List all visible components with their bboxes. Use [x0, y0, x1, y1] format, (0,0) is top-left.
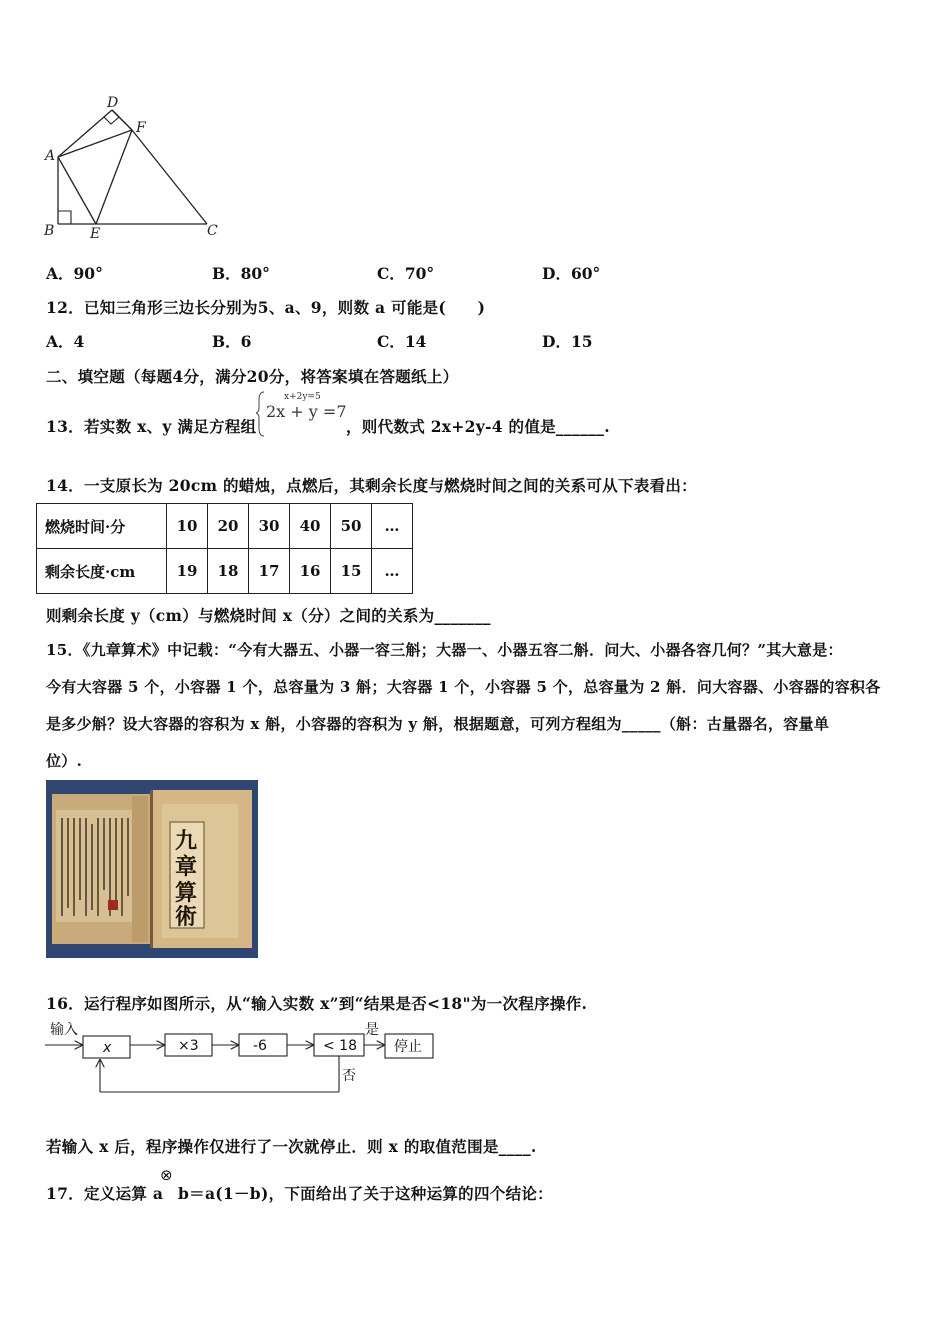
flow-yes-label: 是 — [365, 1022, 379, 1038]
table-cell: 40 — [290, 504, 331, 549]
q11-option-c[interactable]: C．70° — [377, 264, 435, 283]
flow-box-compare-label: < 18 — [323, 1038, 357, 1054]
table-cell: 16 — [290, 549, 331, 594]
q13-suffix: ，则代数式 2x+2y-4 的值是______. — [346, 417, 610, 436]
q13-eq2: 2x + y =7 — [266, 402, 347, 421]
book-title-char-4: 術 — [175, 904, 198, 930]
table-cell: 50 — [331, 504, 372, 549]
flow-box-stop-label: 停止 — [394, 1039, 422, 1055]
q12-option-d[interactable]: D．15 — [542, 332, 593, 351]
table-cell: … — [372, 549, 413, 594]
q14-question: 则剩余长度 y（cm）与燃烧时间 x（分）之间的关系为_______ — [46, 606, 491, 625]
q11-option-d[interactable]: D．60° — [542, 264, 601, 283]
q12-option-c[interactable]: C．14 — [377, 332, 427, 351]
q16-stem: 16．运行程序如图所示，从“输入实数 x”到“结果是否<18"为一次程序操作. — [46, 994, 588, 1013]
candle-table — [36, 503, 413, 594]
q14-stem: 14．一支原长为 20cm 的蜡烛，点燃后，其剩余长度与燃烧时间之间的关系可从下表看出： — [46, 476, 697, 495]
book-title-char-1: 九 — [175, 828, 198, 854]
table-row — [37, 549, 413, 594]
jiuzhang-suanshu-book-image — [46, 780, 258, 958]
flow-input-label: 输入 — [50, 1022, 78, 1038]
q11-option-b[interactable]: B．80° — [212, 264, 270, 283]
q15-line-3: 是多少斛？设大容器的容积为 x 斛，小容器的容积为 y 斛，根据题意，可列方程组为_____（斛：古量器名，容量单 — [46, 715, 830, 733]
label-C: C — [207, 223, 218, 239]
q17-prefix: 17．定义运算 a — [46, 1184, 164, 1203]
otimes-operator-icon: ⊗ — [160, 1166, 173, 1184]
q15-line-2: 今有大容器 5 个，小容器 1 个，总容量为 3 斛；大容器 1 个，小容器 5 个，总容量为 2 斛．问大容器、小容器的容积各 — [46, 678, 881, 696]
table-header-length: 剩余长度·cm — [37, 549, 167, 594]
q15-line-4: 位）. — [46, 752, 83, 770]
section-title-fill-in: 二、填空题（每题4分，满分20分，将答案填在答题纸上） — [46, 367, 459, 386]
label-F: F — [136, 120, 146, 136]
label-D: D — [107, 95, 119, 111]
table-cell: 10 — [167, 504, 208, 549]
table-cell: 20 — [208, 504, 249, 549]
q13-prefix: 13．若实数 x、y 满足方程组 — [46, 417, 257, 436]
q13-eq1: x+2y=5 — [284, 392, 321, 402]
book-title-char-2: 章 — [175, 854, 198, 880]
table-row — [37, 504, 413, 549]
book-title-char-3: 算 — [175, 880, 198, 906]
q12-stem: 12．已知三角形三边长分别为5、a、9，则数 a 可能是( ) — [46, 298, 486, 317]
flow-box-x-label: x — [103, 1040, 112, 1056]
table-cell: 19 — [167, 549, 208, 594]
q12-option-b[interactable]: B．6 — [212, 332, 252, 351]
table-cell: 18 — [208, 549, 249, 594]
label-E: E — [90, 226, 101, 242]
table-cell: 30 — [249, 504, 290, 549]
table-cell: … — [372, 504, 413, 549]
triangle-figure — [40, 92, 230, 242]
program-flowchart — [40, 1018, 450, 1100]
q12-option-a[interactable]: A．4 — [46, 332, 85, 351]
q15-line-1: 15．《九章算术》中记载：“今有大器五、小器一容三斛；大器一、小器五容二斛．问大、小器各容几何？”其大意是： — [46, 641, 843, 659]
flow-no-label: 否 — [342, 1068, 356, 1084]
label-A: A — [45, 148, 56, 164]
flow-box-subtract-label: -6 — [253, 1038, 267, 1054]
label-B: B — [44, 223, 55, 239]
q11-option-a[interactable]: A．90° — [46, 264, 103, 283]
table-cell: 17 — [249, 549, 290, 594]
table-header-time: 燃烧时间·分 — [37, 504, 167, 549]
q17-suffix: b＝a(1－b)，下面给出了关于这种运算的四个结论： — [178, 1184, 553, 1203]
q13-equation-system — [256, 388, 348, 438]
q16-question: 若输入 x 后，程序操作仅进行了一次就停止．则 x 的取值范围是____. — [46, 1137, 537, 1156]
flow-box-multiply-label: ×3 — [178, 1038, 199, 1054]
table-cell: 15 — [331, 549, 372, 594]
